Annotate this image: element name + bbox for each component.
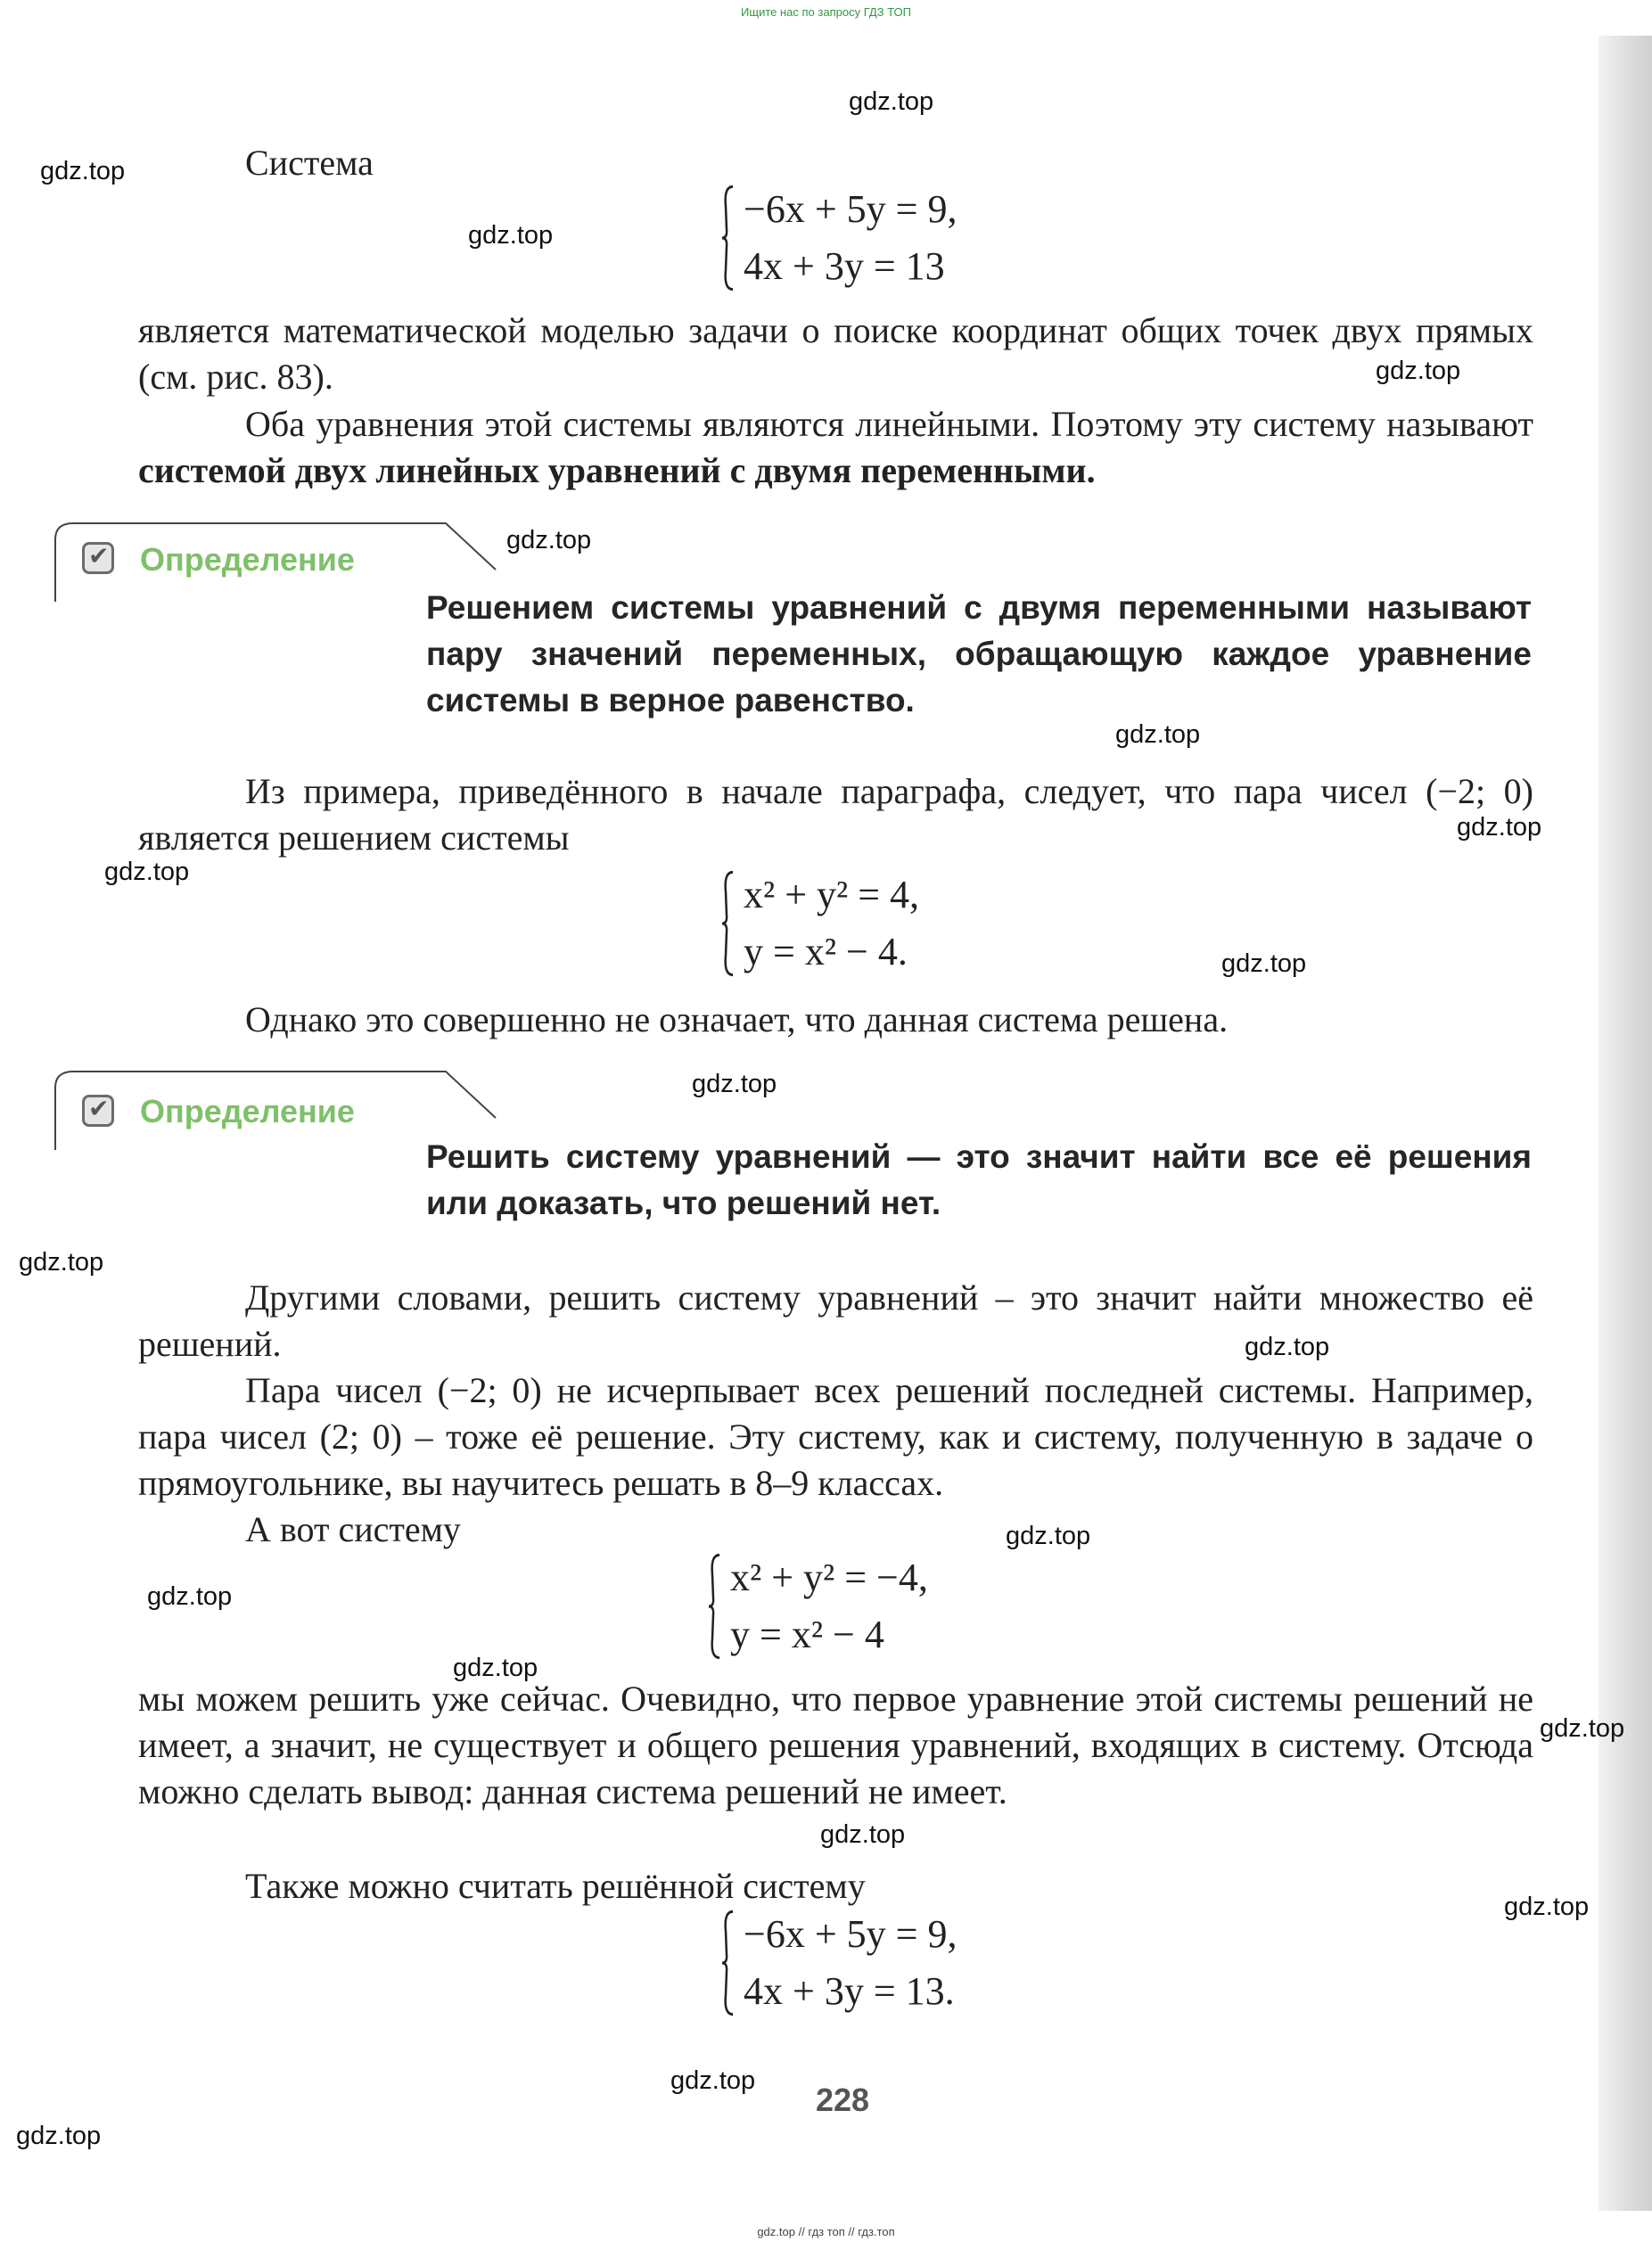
watermark: gdz.top: [506, 526, 592, 554]
watermark: gdz.top: [670, 2066, 756, 2095]
paragraph: [138, 140, 1533, 186]
paragraph-text: Из примера, приведённого в начале параграфа, следует, что пара чисел (−2; 0) является решением системы: [138, 771, 1533, 858]
equation-line: 4x + 3y = 13: [744, 244, 945, 288]
equation-system: [720, 866, 919, 981]
paragraph: [138, 1275, 1533, 1367]
brace-icon: [720, 870, 735, 977]
equation-line: −6x + 5y = 9,: [744, 187, 958, 231]
watermark: gdz.top: [692, 1070, 777, 1098]
paragraph: [138, 1367, 1533, 1507]
brace-icon: [720, 185, 735, 292]
paragraph: [138, 768, 1533, 861]
equation-system: [720, 181, 957, 295]
paragraph: мы можем решить уже сейчас. Очевидно, что первое уравнение этой системы решений не имеет, а значит, не существует и общего решения уравнений, входящих в систему. Отсюда можно сделать вывод: данная система решений не имеет.: [138, 1679, 1533, 1811]
equation-line: y = x² − 4.: [744, 930, 908, 973]
definition-text: Решить систему уравнений — это значит найти все её решения или доказать, что решений нет.: [426, 1138, 1532, 1221]
watermark: gdz.top: [19, 1248, 104, 1277]
watermark: gdz.top: [849, 87, 934, 116]
definition-text: Решением системы уравнений с двумя переменными называют пару значений переменных, обращающую каждое уравнение системы в верное равенство.: [426, 589, 1532, 719]
watermark: gdz.top: [1376, 357, 1461, 385]
paragraph: является математической моделью задачи о поиске координат общих точек двух прямых (см. рис. 83).: [138, 310, 1533, 397]
equation-line: x² + y² = 4,: [744, 873, 920, 916]
equation-line: x² + y² = −4,: [730, 1556, 928, 1599]
paragraph: [138, 1863, 1533, 1909]
watermark: gdz.top: [468, 221, 554, 250]
watermark: gdz.top: [1006, 1522, 1091, 1550]
watermark: gdz.top: [1221, 949, 1307, 978]
page-edge-shadow: [1599, 36, 1652, 2211]
equation-line: 4x + 3y = 13.: [744, 1969, 955, 2013]
watermark: gdz.top: [820, 1820, 906, 1849]
paragraph: [138, 997, 1533, 1043]
equation-system: [720, 1906, 957, 2020]
top-note: Ищите нас по запросу ГДЗ ТОП: [741, 5, 911, 19]
term-bold: системой двух линейных уравнений с двумя переменными.: [138, 450, 1096, 490]
watermark: gdz.top: [1540, 1714, 1625, 1743]
brace-icon: [707, 1553, 721, 1660]
watermark: gdz.top: [104, 858, 190, 886]
paragraph-text: Однако это совершенно не означает, что данная система решена.: [245, 999, 1229, 1039]
definition-label: Определение: [140, 541, 355, 578]
paragraph-text: Оба уравнения этой системы являются линейными. Поэтому эту систему называют: [245, 404, 1533, 444]
watermark: gdz.top: [1245, 1333, 1330, 1361]
equation-line: −6x + 5y = 9,: [744, 1912, 958, 1956]
paragraph: [138, 401, 1533, 494]
bottom-note: gdz.top // гдз топ // гдз.топ: [757, 2225, 895, 2238]
brace-icon: [720, 1909, 735, 2016]
watermark: gdz.top: [1115, 720, 1201, 749]
checkmark-icon: [82, 542, 114, 574]
watermark: gdz.top: [1504, 1893, 1590, 1921]
paragraph-text: Пара чисел (−2; 0) не исчерпывает всех решений последней системы. Например, пара чисел (2; 0) – тоже её решение. Эту систему, как и систему, полученную в задаче о прямоугольнике, вы научитесь решать в 8–9 классах.: [138, 1370, 1533, 1503]
paragraph-text: А вот систему: [245, 1509, 461, 1549]
paragraph-text: Система: [245, 143, 374, 183]
watermark: gdz.top: [147, 1582, 233, 1611]
definition-label: Определение: [140, 1093, 355, 1129]
watermark: gdz.top: [16, 2122, 102, 2150]
paragraph: [138, 1507, 1533, 1553]
paragraph-text: Другими словами, решить систему уравнений – это значит найти множество её решений.: [138, 1277, 1533, 1364]
watermark: gdz.top: [453, 1654, 538, 1682]
checkmark-icon: [82, 1095, 114, 1127]
page-number: 228: [815, 2082, 870, 2118]
watermark: gdz.top: [40, 157, 126, 185]
paragraph-text: Также можно считать решённой систему: [245, 1866, 866, 1906]
equation-system: [707, 1549, 928, 1663]
watermark: gdz.top: [1457, 813, 1542, 842]
equation-line: y = x² − 4: [730, 1613, 884, 1656]
